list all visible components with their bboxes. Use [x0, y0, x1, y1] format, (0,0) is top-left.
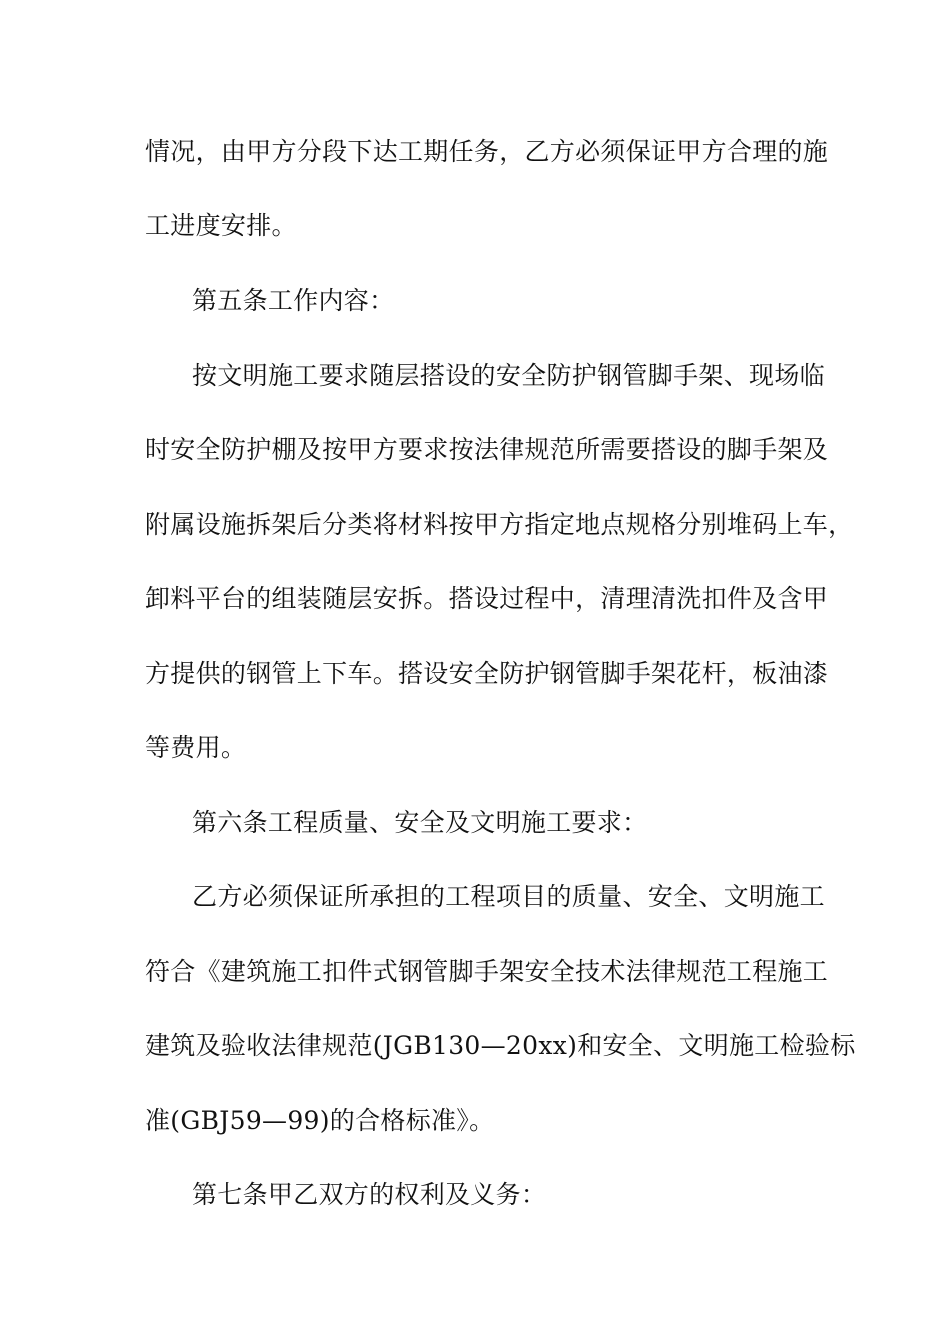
section-heading-article-6: 第六条工程质量、安全及文明施工要求： — [192, 808, 648, 837]
paragraph-line: 情况，由甲方分段下达工期任务，乙方必须保证甲方合理的施 — [145, 137, 829, 166]
section-heading-article-5: 第五条工作内容： — [192, 286, 395, 315]
paragraph-line: 时安全防护棚及按甲方要求按法律规范所需要搭设的脚手架及 — [145, 435, 829, 464]
paragraph-line: 附属设施拆架后分类将材料按甲方指定地点规格分别堆码上车， — [145, 510, 854, 539]
paragraph-line: 方提供的钢管上下车。搭设安全防护钢管脚手架花杆，板油漆 — [145, 659, 829, 688]
paragraph-line: 建筑及验收法律规范(JGB130—20xx)和安全、文明施工检验标 — [145, 1031, 856, 1060]
paragraph-line: 按文明施工要求随层搭设的安全防护钢管脚手架、现场临 — [192, 361, 825, 390]
paragraph-line: 乙方必须保证所承担的工程项目的质量、安全、文明施工 — [192, 882, 825, 911]
section-heading-article-7: 第七条甲乙双方的权利及义务： — [192, 1180, 547, 1209]
paragraph-line: 等费用。 — [145, 733, 247, 762]
paragraph-line: 卸料平台的组装随层安拆。搭设过程中，清理清洗扣件及含甲 — [145, 584, 829, 613]
paragraph-line: 工进度安排。 — [145, 211, 297, 240]
paragraph-line: 符合《建筑施工扣件式钢管脚手架安全技术法律规范工程施工 — [145, 957, 829, 986]
paragraph-line: 准(GBJ59—99)的合格标准》。 — [145, 1106, 495, 1135]
